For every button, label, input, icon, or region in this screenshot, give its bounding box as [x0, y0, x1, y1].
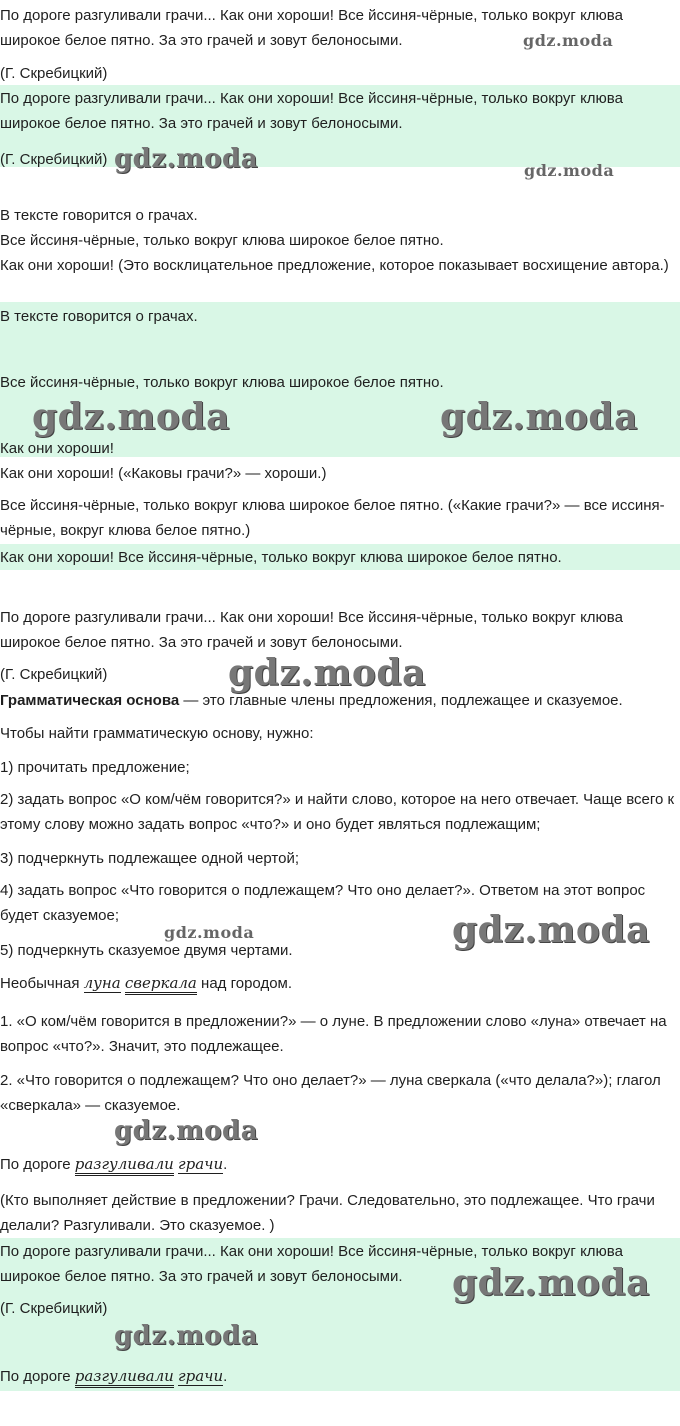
subject-word: грачи	[178, 1367, 224, 1385]
predicate-word: разгуливали	[75, 1367, 174, 1388]
example-text: Необычная	[0, 975, 84, 992]
example-sentence	[0, 971, 680, 996]
definition-text: — это главные члены предложения, подлежащее и сказуемое.	[179, 692, 623, 709]
answer-line: Все йссиня-чёрные, только вокруг клюва широкое белое пятно. («Какие грачи?» — все иссиня-чёрные, вокруг клюва белое пятно.)	[0, 497, 665, 539]
step-item: 5) подчеркнуть сказуемое двумя чертами.	[0, 942, 293, 959]
watermark: gdz.moda	[524, 161, 615, 180]
example-sentence	[0, 1152, 680, 1177]
step-item: 2) задать вопрос «О ком/чём говорится?» и найти слово, которое на него отвечает. Чаще всего к этому слову можно задать вопрос «что?» и оно будет являться подлежащим;	[0, 791, 675, 833]
watermark: gdz.moda	[114, 1321, 259, 1351]
watermark: gdz.moda	[523, 31, 614, 50]
explanation-paragraph: 2. «Что говорится о подлежащем? Что оно делает?» — луна сверкала («что делала?»); глагол «сверкала» — сказуемое.	[0, 1072, 661, 1114]
text-paragraph: По дороге разгуливали грачи... Как они хороши! Все йссиня-чёрные, только вокруг клюва широкое белое пятно. За это грачей и зовут белоносыми.	[0, 1243, 623, 1285]
answer-line: Как они хороши! Все йссиня-чёрные, только вокруг клюва широкое белое пятно.	[0, 549, 562, 566]
answer-line: Как они хороши!	[0, 440, 114, 457]
intro-line: Чтобы найти грамматическую основу, нужно:	[0, 725, 314, 742]
author-line: (Г. Скребицкий)	[0, 151, 108, 168]
author-line: (Г. Скребицкий)	[0, 666, 108, 683]
watermark: gdz.moda	[452, 909, 650, 951]
example-text: По дороге	[0, 1368, 75, 1385]
example-text: .	[223, 1156, 228, 1173]
text-paragraph: По дороге разгуливали грачи... Как они хороши! Все йссиня-чёрные, только вокруг клюва широкое белое пятно. За это грачей и зовут белоносыми.	[0, 7, 623, 49]
watermark: gdz.moda	[164, 923, 255, 942]
step-item: 4) задать вопрос «Что говорится о подлежащем? Что оно делает?». Ответом на этот вопрос будет сказуемое;	[0, 882, 646, 924]
answer-line: В тексте говорится о грачах.	[0, 207, 198, 224]
author-line: (Г. Скребицкий)	[0, 1300, 108, 1317]
watermark: gdz.moda	[114, 144, 259, 174]
watermark: gdz.moda	[440, 396, 638, 438]
watermark: gdz.moda	[452, 1262, 650, 1304]
example-text: над городом.	[196, 975, 293, 992]
answer-line: Все йссиня-чёрные, только вокруг клюва широкое белое пятно.	[0, 232, 444, 249]
step-item: 3) подчеркнуть подлежащее одной чертой;	[0, 850, 300, 867]
subject-word: луна	[83, 974, 121, 992]
step-item: 1) прочитать предложение;	[0, 759, 190, 776]
answer-line: В тексте говорится о грачах.	[0, 308, 198, 325]
text-paragraph: По дороге разгуливали грачи... Как они хороши! Все йссиня-чёрные, только вокруг клюва широкое белое пятно. За это грачей и зовут белоносыми.	[0, 609, 623, 651]
answer-line: Все йссиня-чёрные, только вокруг клюва широкое белое пятно.	[0, 374, 444, 391]
explanation-paragraph: (Кто выполняет действие в предложении? Грачи. Следовательно, это подлежащее. Что грачи делали? Разгуливали. Это сказуемое. )	[0, 1192, 655, 1234]
watermark: gdz.moda	[114, 1116, 259, 1146]
example-sentence	[0, 1364, 680, 1389]
answer-line: Как они хороши! («Каковы грачи?» — хороши.)	[0, 465, 327, 482]
explanation-paragraph: 1. «О ком/чём говорится в предложении?» — о луне. В предложении слово «луна» отвечает на вопрос «что?». Значит, это подлежащее.	[0, 1013, 667, 1055]
text-paragraph: По дороге разгуливали грачи... Как они хороши! Все йссиня-чёрные, только вокруг клюва широкое белое пятно. За это грачей и зовут белоносыми.	[0, 90, 623, 132]
author-line: (Г. Скребицкий)	[0, 65, 108, 82]
predicate-word: разгуливали	[75, 1155, 174, 1176]
watermark: gdz.moda	[228, 652, 426, 694]
example-text: .	[223, 1368, 228, 1385]
answer-line: Как они хороши! (Это восклицательное предложение, которое показывает восхищение автора.)	[0, 257, 669, 274]
subject-word: грачи	[178, 1155, 224, 1173]
term: Грамматическая основа	[0, 692, 180, 709]
predicate-word: сверкала	[125, 974, 197, 995]
watermark: gdz.moda	[32, 396, 230, 438]
example-text: По дороге	[0, 1156, 75, 1173]
